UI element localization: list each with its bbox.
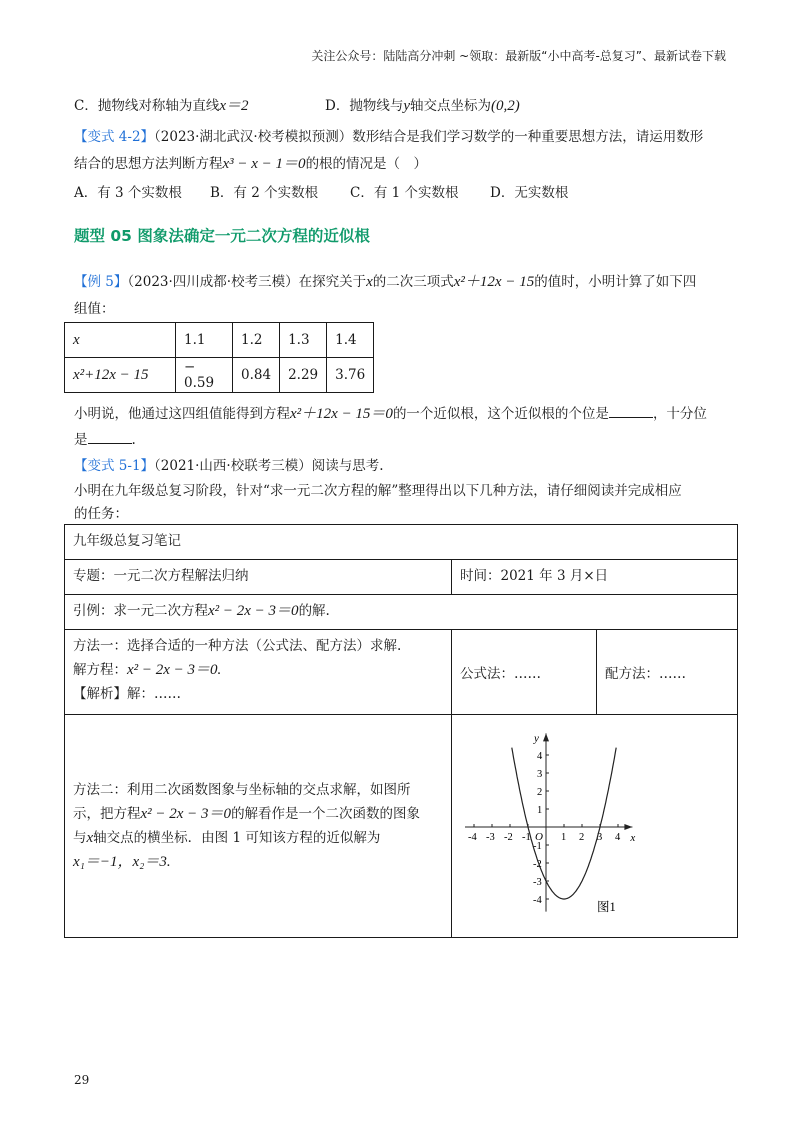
table-cell: x (65, 323, 176, 358)
x-tick-label: -3 (486, 832, 495, 843)
method-2-line3b: 轴交点的横坐标．由图 1 可知该方程的近似解为 (93, 830, 381, 846)
example-5-source: （2023·四川成都·校考三模） (127, 274, 299, 290)
x-tick-label: 3 (597, 832, 603, 843)
example-5-after1b: 的一个近似根，这个近似根的个位是 (392, 406, 609, 422)
values-table (64, 322, 374, 393)
section-title: 题型 05 图象法确定一元二次方程的近似根 (74, 227, 370, 245)
example-5-line2: 组值： (74, 301, 115, 317)
example-5-after1c: ，十分位 (652, 406, 707, 422)
answer-blank[interactable] (609, 405, 653, 418)
notes-topic: 专题：一元二次方程解法归纳 (65, 560, 452, 595)
figure-caption: 图1 (597, 900, 616, 914)
table-cell: 1.1 (176, 323, 233, 358)
example-5-after1a: 小明说，他通过这四组值能得到方程 (74, 406, 290, 422)
notes-method-2 (65, 715, 452, 938)
method-2-line2 (73, 802, 443, 826)
variant-4-2-option-a: A．有 3 个实数根 (74, 185, 182, 201)
notes-formula-method: 公式法：…… (452, 630, 597, 715)
example-5-expression: x²＋12x − 15 (453, 274, 535, 290)
variant-4-2-option-d: D．无实数根 (490, 185, 569, 201)
notes-example-equation: x² − 2x − 3＝0 (208, 603, 299, 619)
parabola-graph (452, 715, 736, 933)
figure-cell (452, 715, 738, 938)
table-row (65, 323, 374, 358)
notes-example (65, 595, 738, 630)
table-cell: 1.2 (233, 323, 280, 358)
variant-4-2-source: （2023·湖北武汉·校考模拟预测） (154, 129, 353, 145)
variant-4-2-option-c: C．有 1 个实数根 (350, 185, 459, 201)
y-tick-label: -1 (533, 841, 542, 852)
method-1-line3: 【解析】解：…… (73, 686, 181, 702)
example-5-line1 (74, 270, 696, 291)
method-2-solution: x₁＝−1，x₂＝3. (73, 854, 171, 870)
table-cell: 1.3 (280, 323, 327, 358)
table-cell: x²+12x − 15 (65, 358, 176, 393)
variant-4-2-line2 (74, 152, 427, 173)
option-d-math: (0,2) (491, 98, 520, 114)
table-cell: 3.76 (327, 358, 374, 393)
example-5-tag: 【例 5】 (74, 274, 128, 290)
x-tick-label: 4 (615, 832, 621, 843)
x-tick-label: 1 (561, 832, 567, 843)
option-d-label: D．抛物线与 (325, 98, 404, 114)
page-header: 关注公众号：陆陆高分冲刺 ~领取：最新版“小中高考-总复习”、最新试卷下载 (311, 49, 726, 63)
method-2-equation: x² − 2x − 3＝0 (140, 806, 232, 822)
y-tick-label: 2 (537, 787, 543, 798)
method-2-line3 (73, 826, 443, 850)
table-row (65, 358, 374, 393)
table-row (65, 525, 738, 560)
variant-5-1-line2: 的任务： (74, 506, 128, 522)
y-axis-arrow (543, 733, 549, 741)
example-5-after2b: . (131, 432, 136, 448)
method-2-line2a: 示，把方程 (73, 806, 141, 822)
notes-example-a: 引例：求一元二次方程 (73, 603, 208, 619)
variant-5-1-source: （2021·山西·校联考三模） (154, 458, 312, 474)
y-axis-label: y (534, 732, 539, 745)
example-5-after-equation: x²＋12x − 15＝0 (290, 406, 393, 422)
notes-example-b: 的解. (298, 603, 330, 619)
y-tick-label: 3 (537, 769, 543, 780)
example-5-after2a: 是 (74, 432, 88, 448)
variant-4-2-line1 (74, 125, 703, 145)
table-cell: 0.84 (233, 358, 280, 393)
x-axis-arrow (624, 824, 632, 830)
variant-4-2-text1: 数形结合是我们学习数学的一种重要思想方法，请运用数形 (352, 129, 704, 145)
origin-label: O (535, 831, 543, 843)
example-5-var: x (366, 274, 373, 290)
table-cell: 2.29 (280, 358, 327, 393)
x-axis-label: x (630, 832, 636, 844)
table-row (65, 595, 738, 630)
variant-5-1-line0 (74, 454, 384, 474)
notes-method-1 (65, 630, 452, 715)
table-row (65, 560, 738, 595)
y-tick-label: 1 (537, 805, 543, 816)
review-notes-table (64, 524, 738, 938)
table-row (65, 715, 738, 938)
option-c (74, 94, 249, 115)
y-tick-label: -4 (533, 895, 542, 906)
variant-4-2-text2a: 结合的思想方法判断方程 (74, 156, 223, 172)
method-2-line2b: 的解看作是一个二次函数的图象 (231, 806, 421, 822)
answer-blank[interactable] (88, 431, 132, 444)
notes-title: 九年级总复习笔记 (65, 525, 738, 560)
option-d-var: y (403, 98, 410, 114)
variant-5-1-tag: 【变式 5-1】 (74, 458, 155, 474)
method-1-line2a: 解方程： (73, 662, 127, 678)
variant-5-1-line1: 小明在九年级总复习阶段，针对“求一元二次方程的解”整理得出以下几种方法，请仔细阅读并完成相应 (74, 483, 682, 499)
method-2-line3a: 与 (73, 830, 87, 846)
variant-4-2-equation: x³ − x − 1＝0 (222, 156, 306, 172)
x-tick-label: -4 (468, 832, 477, 843)
method-1-line1: 方法一：选择合适的一种方法（公式法、配方法）求解. (73, 638, 402, 654)
y-tick-label: -2 (533, 859, 542, 870)
option-d (325, 94, 520, 115)
option-d-rest: 轴交点坐标为 (410, 98, 491, 114)
page-number: 29 (74, 1073, 90, 1087)
parabola-curve (512, 748, 616, 899)
method-1-line2 (73, 658, 443, 682)
y-tick-label: -3 (533, 877, 542, 888)
table-row (65, 630, 738, 715)
example-5-text1a: 在探究关于 (298, 274, 367, 290)
method-2-line1: 方法二：利用二次函数图象与坐标轴的交点求解，如图所 (73, 782, 411, 798)
method-1-equation: x² − 2x − 3＝0. (127, 662, 222, 678)
variant-4-2-text2b: 的根的情况是（ ） (305, 156, 428, 172)
x-tick-label: -2 (504, 832, 513, 843)
example-5-after-line2 (74, 428, 136, 448)
option-c-label: C．抛物线对称轴为直线 (74, 98, 220, 114)
table-cell: − 0.59 (176, 358, 233, 393)
table-cell: 1.4 (327, 323, 374, 358)
notes-time: 时间：2021 年 3 月×日 (452, 560, 738, 595)
variant-4-2-tag: 【变式 4-2】 (74, 129, 155, 145)
x-tick-label: 2 (579, 832, 585, 843)
variant-4-2-option-b: B．有 2 个实数根 (210, 185, 319, 201)
example-5-text1b: 的二次三项式 (372, 274, 454, 290)
method-2-var: x (86, 830, 94, 846)
variant-5-1-text0: 阅读与思考. (311, 458, 384, 474)
x-tick-label: -1 (522, 832, 531, 843)
y-tick-label: 4 (537, 751, 543, 762)
option-c-math: x＝2 (219, 98, 249, 114)
notes-complete-square: 配方法：…… (597, 630, 738, 715)
example-5-text1c: 的值时，小明计算了如下四 (534, 274, 697, 290)
example-5-after-line1 (74, 402, 707, 423)
